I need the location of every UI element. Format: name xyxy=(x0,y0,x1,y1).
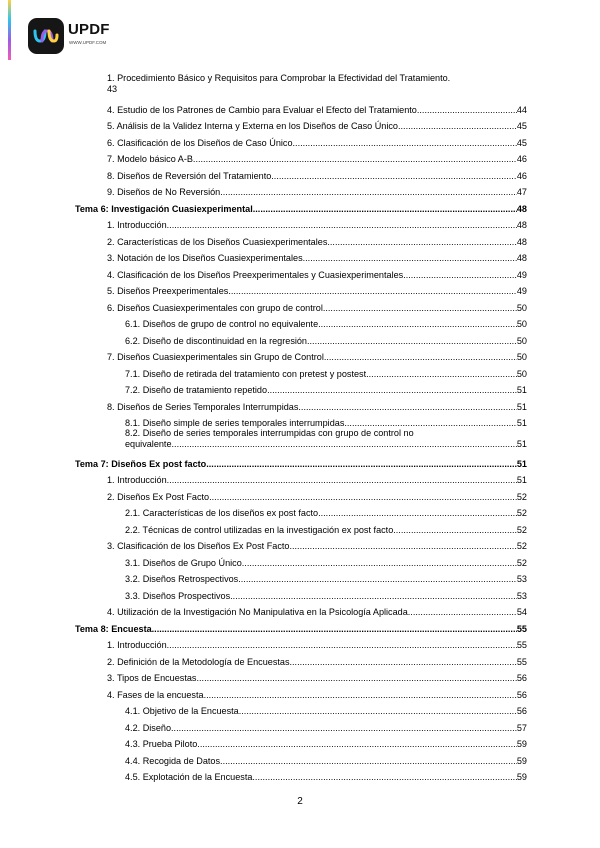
toc-entry-label: 4. Utilización de la Investigación No Manipulativa en la Psicología Aplicada xyxy=(107,607,408,617)
toc-entry-page: 52 xyxy=(516,557,527,568)
toc-chapter[interactable] xyxy=(75,197,527,214)
toc-entry-label: 6.1. Diseños de grupo de control no equivalente xyxy=(125,319,319,329)
toc-entry-label: 5. Análisis de la Validez Interna y Externa en los Diseños de Caso Único xyxy=(107,121,398,131)
toc-entry[interactable] xyxy=(75,683,527,700)
toc-entry[interactable] xyxy=(75,280,527,297)
toc-entry[interactable] xyxy=(75,749,527,766)
toc-entry[interactable] xyxy=(75,518,527,535)
toc-entry-label: 1. Introducción xyxy=(107,475,167,485)
toc-entry-page: 49 xyxy=(516,286,527,296)
toc-entry-page: 50 xyxy=(516,368,527,379)
toc-entry[interactable] xyxy=(75,700,527,717)
toc-entry-label: 1. Procedimiento Básico y Requisitos para Comprobar la Efectividad del Tratamiento. xyxy=(107,73,451,83)
toc-dot-leader xyxy=(408,607,517,617)
toc-entry[interactable] xyxy=(75,115,527,132)
toc-entry-label: 2. Diseños Ex Post Facto xyxy=(107,491,210,502)
toc-dot-leader xyxy=(204,690,517,700)
toc-entry-page: 53 xyxy=(516,590,527,601)
toc-entry[interactable] xyxy=(75,634,527,651)
toc-entry[interactable] xyxy=(75,428,527,452)
toc-entry-label: 4. Estudio de los Patrones de Cambio para Evaluar el Efecto del Tratamiento xyxy=(107,104,417,115)
toc-dot-leader xyxy=(195,154,516,164)
toc-entry[interactable] xyxy=(75,98,527,115)
toc-dot-leader xyxy=(167,475,517,485)
toc-entry-label: 6. Clasificación de los Diseños de Caso Único xyxy=(107,137,293,148)
toc-entry-page: 52 xyxy=(516,541,527,551)
toc-dot-leader xyxy=(152,624,517,634)
toc-entry-page: 48 xyxy=(516,220,527,230)
brand-name: UPDF xyxy=(68,21,110,38)
toc-entry-label: Tema 8: Encuesta xyxy=(75,623,152,634)
toc-entry-page: 49 xyxy=(516,269,527,280)
toc-entry-label: 4.3. Prueba Piloto xyxy=(125,739,198,749)
toc-entry[interactable] xyxy=(75,412,527,429)
toc-entry-page: 55 xyxy=(516,623,527,634)
toc-entry-page: 48 xyxy=(516,236,527,247)
toc-entry-page: 51 xyxy=(516,385,527,395)
toc-entry-label: 1. Introducción xyxy=(107,640,167,650)
table-of-contents xyxy=(75,73,527,782)
toc-entry[interactable] xyxy=(75,181,527,198)
toc-dot-leader xyxy=(196,673,516,683)
toc-entry-page: 59 xyxy=(516,755,527,766)
toc-dot-leader xyxy=(230,591,517,601)
toc-list xyxy=(75,452,527,782)
toc-entry[interactable] xyxy=(75,568,527,585)
toc-entry-label: 3.1. Diseños de Grupo Único xyxy=(125,557,242,568)
toc-entry-label: Tema 6: Investigación Cuasiexperimental xyxy=(75,203,253,214)
toc-entry-page: 50 xyxy=(516,302,527,313)
toc-entry-label: 7.2. Diseño de tratamiento repetido xyxy=(125,385,268,395)
toc-entry-label: 1. Introducción xyxy=(107,220,167,230)
updf-logo-icon xyxy=(28,18,64,54)
toc-dot-leader xyxy=(167,220,517,230)
toc-entry-page: 57 xyxy=(516,722,527,733)
toc-entry-page: 52 xyxy=(516,508,527,518)
toc-entry-page: 56 xyxy=(516,706,527,716)
toc-entry-label: 4.1. Objetivo de la Encuesta xyxy=(125,706,239,716)
toc-entry-page: 51 xyxy=(516,418,527,428)
toc-entry-page: 55 xyxy=(516,656,527,667)
toc-entry-page: 46 xyxy=(516,170,527,181)
toc-dot-leader xyxy=(238,574,517,584)
toc-dot-leader xyxy=(167,640,517,650)
toc-entry[interactable] xyxy=(75,247,527,264)
toc-dot-leader xyxy=(220,187,517,197)
toc-dot-leader xyxy=(197,739,517,749)
toc-entry[interactable] xyxy=(75,766,527,783)
toc-entry-label: 4.4. Recogida de Datos xyxy=(125,755,221,766)
toc-entry-page: 51 xyxy=(516,401,527,412)
toc-dot-leader xyxy=(293,138,517,148)
toc-entry-label: 8.2. Diseño de series temporales interrumpidas con grupo de control no xyxy=(125,428,414,438)
toc-dot-leader xyxy=(366,369,517,379)
toc-dot-leader xyxy=(417,105,517,115)
toc-entry-label: Tema 7: Diseños Ex post facto xyxy=(75,458,207,469)
toc-entry[interactable] xyxy=(75,362,527,379)
toc-entry-page: 43 xyxy=(107,84,118,94)
toc-entry[interactable] xyxy=(75,395,527,412)
toc-dot-leader xyxy=(298,402,516,412)
toc-entry-page: 54 xyxy=(516,607,527,617)
toc-entry[interactable] xyxy=(75,650,527,667)
toc-entry-page: 45 xyxy=(516,121,527,131)
toc-entry-label: 7. Diseños Cuasiexperimentales sin Grupo de Control xyxy=(107,352,324,362)
toc-entry-label: 3. Clasificación de los Diseños Ex Post Facto xyxy=(107,541,290,551)
toc-entry[interactable] xyxy=(75,733,527,750)
toc-dot-leader xyxy=(327,237,517,247)
toc-dot-leader xyxy=(171,723,517,733)
toc-entry-page: 55 xyxy=(516,640,527,650)
toc-entry-page: 50 xyxy=(516,335,527,346)
toc-entry-label: 6.2. Diseño de discontinuidad en la regresión xyxy=(125,335,307,346)
toc-dot-leader xyxy=(271,171,517,181)
toc-entry-page: 52 xyxy=(516,524,527,535)
toc-chapter[interactable] xyxy=(75,617,527,634)
toc-entry-label: 4. Fases de la encuesta xyxy=(107,689,204,700)
toc-entry-label: 3. Tipos de Encuestas xyxy=(107,673,197,683)
toc-entry-label: 7. Modelo básico A-B. xyxy=(107,154,196,164)
toc-list xyxy=(75,98,527,428)
toc-entry-label: 2.2. Técnicas de control utilizadas en la investigación ex post facto. xyxy=(125,524,396,535)
toc-chapter[interactable] xyxy=(75,452,527,469)
toc-entry-page: 46 xyxy=(516,154,527,164)
toc-dot-leader xyxy=(228,286,517,296)
toc-dot-leader xyxy=(305,253,517,263)
toc-dot-leader xyxy=(206,459,517,469)
toc-entry-label: 3. Notación de los Diseños Cuasiexperimentales. xyxy=(107,253,306,263)
toc-dot-leader xyxy=(324,352,517,362)
toc-entry[interactable] xyxy=(75,535,527,552)
toc-dot-leader xyxy=(220,756,517,766)
toc-entry[interactable] xyxy=(75,502,527,519)
toc-entry-page: 59 xyxy=(516,739,527,749)
toc-dot-leader xyxy=(344,418,517,428)
toc-dot-leader xyxy=(396,525,517,535)
toc-entry[interactable] xyxy=(75,485,527,502)
toc-entry-label: 4.2. Diseño xyxy=(125,722,172,733)
toc-entry-page: 53 xyxy=(516,574,527,584)
page-number: 2 xyxy=(297,796,303,807)
toc-entry-page: 48 xyxy=(516,253,527,263)
toc-entry[interactable] xyxy=(75,601,527,618)
toc-entry[interactable] xyxy=(75,346,527,363)
toc-dot-leader xyxy=(403,270,517,280)
toc-entry[interactable] xyxy=(75,313,527,330)
toc-entry-label: 3.3. Diseños Prospectivos xyxy=(125,590,231,601)
toc-entry[interactable] xyxy=(75,148,527,165)
toc-entry-page: 52 xyxy=(516,491,527,502)
toc-entry[interactable] xyxy=(75,263,527,280)
toc-entry-label: 4. Clasificación de los Diseños Preexperimentales y Cuasiexperimentales xyxy=(107,269,404,280)
toc-entry-page: 44 xyxy=(516,104,527,115)
toc-entry-page: 51 xyxy=(516,475,527,485)
toc-entry[interactable] xyxy=(75,73,527,98)
brand-url: WWW.UPDF.COM xyxy=(69,40,107,45)
toc-dot-leader xyxy=(290,657,517,667)
toc-entry[interactable] xyxy=(75,667,527,684)
brand-accent-bar xyxy=(8,0,11,60)
toc-entry-label: 2. Características de los Diseños Cuasiexperimentales xyxy=(107,236,328,247)
toc-entry[interactable] xyxy=(75,469,527,486)
toc-entry[interactable] xyxy=(75,131,527,148)
toc-entry-page: 47 xyxy=(516,187,527,197)
toc-dot-leader xyxy=(242,558,517,568)
toc-dot-leader xyxy=(239,706,517,716)
toc-entry-label: 5. Diseños Preexperimentales xyxy=(107,286,229,296)
toc-dot-leader xyxy=(253,204,517,214)
toc-entry[interactable] xyxy=(75,551,527,568)
toc-entry-label: 4.5. Explotación de la Encuesta xyxy=(125,772,253,782)
toc-entry-label: 8.1. Diseño simple de series temporales interrumpidas xyxy=(125,418,345,428)
toc-dot-leader xyxy=(289,541,516,551)
toc-entry[interactable] xyxy=(75,584,527,601)
toc-entry-label: 3.2. Diseños Retrospectivos xyxy=(125,574,239,584)
toc-entry-page: 51 xyxy=(516,439,527,449)
toc-entry-page: 56 xyxy=(516,673,527,683)
toc-entry-label: 6. Diseños Cuasiexperimentales con grupo de control xyxy=(107,302,323,313)
toc-entry-page: 50 xyxy=(516,352,527,362)
toc-dot-leader xyxy=(267,385,517,395)
toc-entry[interactable] xyxy=(75,329,527,346)
toc-entry-label: 8. Diseños de Series Temporales Interrumpidas xyxy=(107,401,299,412)
toc-entry-label: 2.1. Características de los diseños ex post facto. xyxy=(125,508,321,518)
updf-logo xyxy=(28,18,138,54)
toc-entry-label: 7.1. Diseño de retirada del tratamiento con pretest y postest xyxy=(125,368,367,379)
toc-entry-label: 8. Diseños de Reversión del Tratamiento xyxy=(107,170,272,181)
toc-dot-leader xyxy=(172,439,517,450)
toc-entry-page: 45 xyxy=(516,137,527,148)
toc-entry-page: 51 xyxy=(516,458,527,469)
toc-entry-page: 56 xyxy=(516,689,527,700)
toc-dot-leader xyxy=(307,336,517,346)
toc-dot-leader xyxy=(252,772,516,782)
toc-dot-leader xyxy=(209,492,517,502)
toc-entry-page: 50 xyxy=(516,319,527,329)
toc-entry-page: 48 xyxy=(516,203,527,214)
toc-dot-leader xyxy=(323,303,517,313)
toc-dot-leader xyxy=(398,121,517,131)
toc-entry[interactable] xyxy=(75,379,527,396)
toc-entry[interactable] xyxy=(75,296,527,313)
toc-dot-leader xyxy=(321,508,517,518)
toc-entry-label: 2. Definición de la Metodología de Encuestas xyxy=(107,656,290,667)
toc-entry-label-cont: equivalente xyxy=(125,439,172,449)
toc-entry[interactable] xyxy=(75,164,527,181)
toc-entry-page: 59 xyxy=(516,772,527,782)
toc-entry[interactable] xyxy=(75,214,527,231)
toc-entry-label: 9. Diseños de No Reversión xyxy=(107,187,221,197)
toc-entry[interactable] xyxy=(75,716,527,733)
toc-entry[interactable] xyxy=(75,230,527,247)
toc-dot-leader xyxy=(318,319,517,329)
